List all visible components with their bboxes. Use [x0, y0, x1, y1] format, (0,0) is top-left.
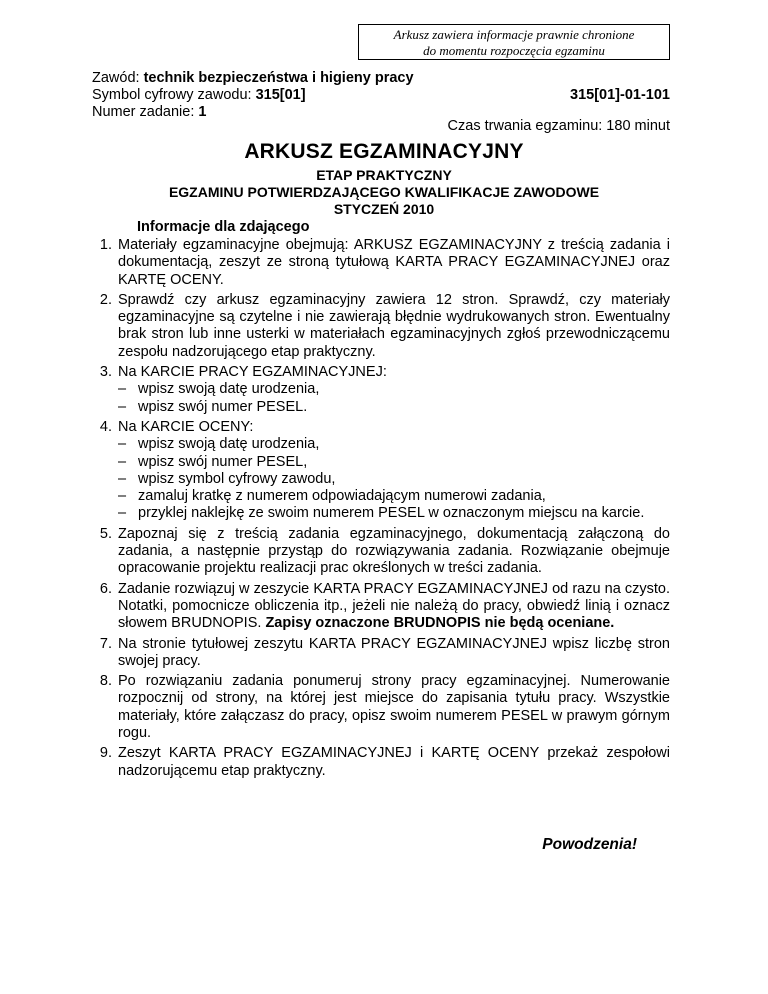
- list-item-body: [118, 526, 670, 578]
- sub-list-item: [118, 471, 670, 488]
- list-item-text: Materiały egzaminacyjne obejmują: ARKUSZ EGZAMINACYJNY z treścią zadania i dokumentacją, zeszyt ze stroną tytułową KARTA PRACY EGZAMINACYJNEJ oraz KARTĘ OCENY.: [118, 237, 670, 288]
- list-item-number: 5.: [99, 525, 112, 542]
- sub-list-item: [118, 436, 670, 453]
- sub-list-item-text: wpisz swój numer PESEL.: [138, 398, 308, 415]
- list-item: [80, 636, 670, 671]
- dash-bullet: –: [118, 488, 127, 505]
- list-item-number: 1.: [99, 237, 112, 253]
- list-item-body: [118, 419, 670, 523]
- list-item-text: Zadanie rozwiązuj w zeszycie KARTA PRACY EGZAMINACYJNEJ od razu na czysto. Notatki, pomocnicze obliczenia itp., jeżeli nie należą do pracy, obwiedź linią i oznacz słowem BRUDNOPIS.: [118, 580, 670, 632]
- list-item-body: [118, 581, 670, 633]
- exam-subtitle: EGZAMINU POTWIERDZAJĄCEGO KWALIFIKACJE ZAWODOWE: [168, 184, 600, 200]
- list-item: [80, 673, 670, 742]
- list-item-text: Na KARCIE OCENY:: [118, 418, 254, 435]
- list-item-body: [118, 673, 670, 742]
- notice-line-1: Arkusz zawiera informacje prawnie chronione: [393, 27, 635, 42]
- list-item: [80, 364, 670, 416]
- stage-subtitle: ETAP PRAKTYCZNY: [316, 167, 452, 183]
- dash-bullet: –: [118, 470, 127, 487]
- list-item-number: 2.: [99, 291, 112, 308]
- occupation-line: [92, 70, 414, 87]
- list-item: [80, 581, 670, 633]
- sub-list-item: [118, 488, 670, 505]
- list-item-text: Zeszyt KARTA PRACY EGZAMINACYJNEJ i KARTĘ OCENY przekaż zespołowi nadzorującemu etap praktyczny.: [118, 745, 670, 779]
- dash-bullet: –: [118, 505, 127, 522]
- sub-list-item-text: wpisz swoją datę urodzenia,: [138, 381, 320, 398]
- sub-list-item-text: wpisz swoją datę urodzenia,: [138, 436, 320, 453]
- sub-list-item-text: wpisz symbol cyfrowy zawodu,: [138, 470, 336, 487]
- closing-text: Powodzenia!: [542, 836, 637, 853]
- date-subtitle: STYCZEŃ 2010: [333, 201, 435, 217]
- dash-bullet: –: [118, 453, 127, 470]
- page-title: ARKUSZ EGZAMINACYJNY: [244, 140, 524, 163]
- sub-list-item: [118, 381, 670, 398]
- list-item-body: [118, 745, 670, 780]
- dash-bullet: –: [118, 398, 127, 415]
- list-item-text: Na stronie tytułowej zeszytu KARTA PRACY EGZAMINACYJNEJ wpisz liczbę stron swojej pracy.: [118, 635, 670, 669]
- symbol-line: [92, 87, 306, 104]
- list-item-number: 8.: [99, 673, 112, 690]
- sub-list-item-text: wpisz swój numer PESEL,: [138, 453, 308, 470]
- list-item-body: [118, 364, 670, 416]
- sub-list-item-text: zamaluj kratkę z numerem odpowiadającym numerowi zadania,: [138, 488, 546, 505]
- list-item: [80, 419, 670, 523]
- sub-list-item: [118, 399, 670, 416]
- exam-duration: Czas trwania egzaminu: 180 minut: [447, 118, 670, 134]
- info-list: [80, 237, 670, 783]
- list-item-text: Po rozwiązaniu zadania ponumeruj strony pracy egzaminacyjnej. Numerowanie rozpocznij od strony, na której jest miejsce do zapisania tytułu pracy. Wszystkie materiały, które załączasz do pracy, opisz swoim numerem PESEL w prawym górnym rogu.: [118, 673, 670, 742]
- list-item: [80, 237, 670, 289]
- sub-list-item: [118, 454, 670, 471]
- list-item-number: 3.: [99, 364, 112, 381]
- list-item: [80, 292, 670, 361]
- dash-bullet: –: [118, 436, 127, 453]
- notice-line-2: do momentu rozpoczęcia egzaminu: [423, 43, 605, 58]
- symbol-label: Symbol cyfrowy zawodu:: [92, 87, 256, 103]
- list-item-number: 9.: [99, 745, 112, 762]
- task-label: Numer zadanie:: [92, 104, 199, 120]
- info-heading: Informacje dla zdającego: [137, 219, 310, 235]
- list-item: [80, 526, 670, 578]
- list-item: [80, 745, 670, 780]
- list-item-bold-text: Zapisy oznaczone BRUDNOPIS nie będą oceniane.: [265, 615, 615, 632]
- list-item-number: 4.: [99, 418, 112, 435]
- list-item-text: Sprawdź czy arkusz egzaminacyjny zawiera 12 stron. Sprawdź, czy materiały egzaminacyjne są czytelne i nie zawierają błędnie wydrukowanych stron. Ewentualny brak stron lub inne usterki w materiałach egzaminacyjnych zgłoś przewodniczącemu zespołu nadzorującego etap praktyczny.: [118, 291, 670, 360]
- list-item-text: Na KARCIE PRACY EGZAMINACYJNEJ:: [118, 364, 387, 381]
- task-value: 1: [198, 104, 207, 120]
- list-item-body: [118, 237, 670, 289]
- occupation-label: Zawód:: [92, 70, 144, 86]
- legal-notice-box: [358, 24, 670, 60]
- dash-bullet: –: [118, 381, 127, 398]
- sub-list-item: [118, 505, 670, 522]
- list-item-number: 7.: [99, 635, 112, 652]
- exam-code: 315[01]-01-101: [570, 87, 670, 103]
- sub-list-item-text: przyklej naklejkę ze swoim numerem PESEL w oznaczonym miejscu na karcie.: [138, 505, 645, 522]
- list-item-text: Zapoznaj się z treścią zadania egzaminacyjnego, dokumentacją załączoną do zadania, a następnie przystąp do rozwiązywania zadania. Rozwiązanie obejmuje opracowanie projektu realizacji prac określonych w treści zadania.: [118, 525, 670, 577]
- list-item-body: [118, 636, 670, 671]
- task-number-line: [92, 104, 206, 121]
- list-item-number: 6.: [99, 580, 112, 597]
- occupation-value: technik bezpieczeństwa i higieny pracy: [143, 70, 414, 86]
- list-item-body: [118, 292, 670, 361]
- symbol-value: 315[01]: [255, 87, 306, 103]
